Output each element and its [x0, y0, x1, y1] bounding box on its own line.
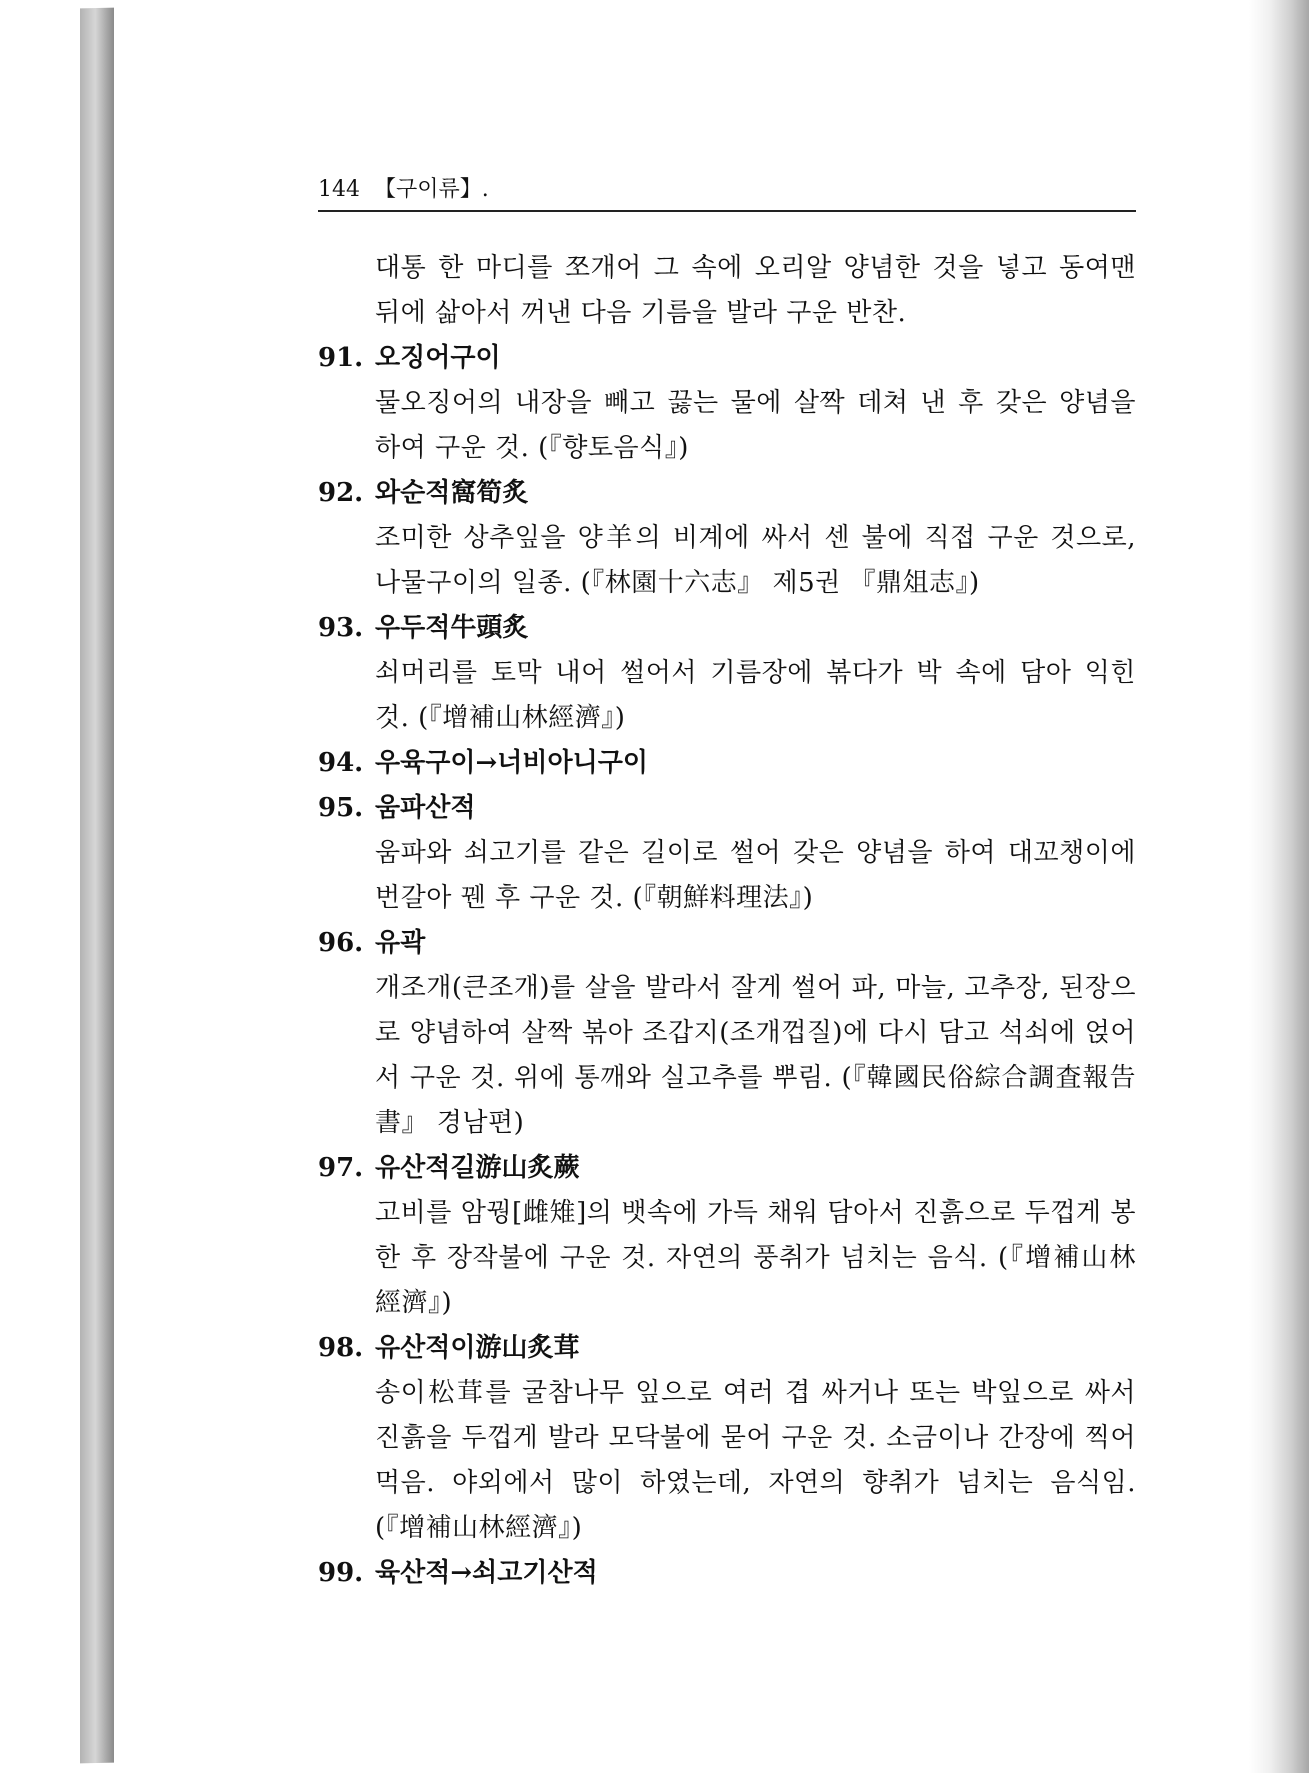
entry-heading — [318, 741, 1136, 786]
entry-92 — [318, 471, 1136, 606]
running-header — [318, 175, 1136, 205]
entry-number: 95. — [318, 793, 364, 823]
entry-number: 94. — [318, 748, 364, 778]
entry-heading — [318, 471, 1136, 516]
entry-text: 송이松茸를 굴참나무 잎으로 여러 겹 싸거나 또는 박잎으로 싸서 진흙을 두껍게 발라 모닥불에 묻어 구운 것. 소금이나 간장에 찍어 먹음. 야외에서 많이 하였는데, 자연의 향취가 넘치는 음식임. (『增補山林經濟』) — [375, 1378, 1136, 1543]
entry-title: 유곽 — [375, 928, 426, 958]
entry-number: 91. — [318, 343, 364, 373]
entry-heading — [318, 786, 1136, 831]
intro-paragraph: 대통 한 마디를 쪼개어 그 속에 오리알 양념한 것을 넣고 동여맨 뒤에 삶아서 꺼낸 다음 기름을 발라 구운 반찬. — [375, 253, 1136, 328]
entry-text: 물오징어의 내장을 빼고 끓는 물에 살짝 데쳐 낸 후 갖은 양념을 하여 구운 것. (『향토음식』) — [375, 388, 1136, 463]
entry-95 — [318, 786, 1136, 921]
entry-98 — [318, 1326, 1136, 1551]
header-rule — [318, 210, 1136, 212]
entry-text: 개조개(큰조개)를 살을 발라서 잘게 썰어 파, 마늘, 고추장, 된장으로 양념하여 살짝 볶아 조갑지(조개껍질)에 다시 담고 석쇠에 얹어서 구운 것. 위에 통깨와 실고추를 뿌림. (『韓國民俗綜合調査報告書』 경남편) — [375, 973, 1136, 1138]
entry-97 — [318, 1146, 1136, 1326]
entry-title: 우육구이→너비아니구이 — [375, 748, 648, 778]
section-title: 【구이류】. — [374, 177, 489, 202]
entry-91 — [318, 336, 1136, 471]
entry-title: 유산적길游山炙蕨 — [375, 1153, 580, 1183]
entry-title: 움파산적 — [375, 793, 476, 823]
page-number: 144 — [318, 177, 360, 202]
entry-heading — [318, 1326, 1136, 1371]
entry-number: 93. — [318, 613, 364, 643]
entry-text: 움파와 쇠고기를 같은 길이로 썰어 갖은 양념을 하여 대꼬챙이에 번갈아 꿴 후 구운 것. (『朝鮮料理法』) — [375, 838, 1136, 913]
entry-number: 99. — [318, 1558, 364, 1588]
entry-96 — [318, 921, 1136, 1146]
entry-heading — [318, 336, 1136, 381]
entry-94 — [318, 741, 1136, 786]
book-edge-right — [1249, 0, 1309, 1773]
entry-93 — [318, 606, 1136, 741]
entry-99 — [318, 1551, 1136, 1596]
entry-number: 92. — [318, 478, 364, 508]
entry-heading — [318, 1146, 1136, 1191]
entry-heading — [318, 1551, 1136, 1596]
entry-heading — [318, 921, 1136, 966]
entry-number: 96. — [318, 928, 364, 958]
entry-title: 와순적窩筍炙 — [375, 478, 529, 508]
entry-number: 97. — [318, 1153, 364, 1183]
page-body — [318, 246, 1136, 1596]
entry-heading — [318, 606, 1136, 651]
entry-title: 우두적牛頭炙 — [375, 613, 529, 643]
entry-title: 오징어구이 — [375, 343, 501, 373]
entry-text: 고비를 암꿩[雌雉]의 뱃속에 가득 채워 담아서 진흙으로 두껍게 봉한 후 장작불에 구운 것. 자연의 풍취가 넘치는 음식. (『增補山林經濟』) — [375, 1198, 1136, 1318]
entry-number: 98. — [318, 1333, 364, 1363]
entry-title: 유산적이游山炙茸 — [375, 1333, 580, 1363]
entry-title: 육산적→쇠고기산적 — [375, 1558, 598, 1588]
entry-text: 조미한 상추잎을 양羊의 비계에 싸서 센 불에 직접 구운 것으로, 나물구이의 일종. (『林園十六志』 제5권 『鼎俎志』) — [375, 523, 1136, 598]
entry-text: 쇠머리를 토막 내어 썰어서 기름장에 볶다가 박 속에 담아 익힌 것. (『增補山林經濟』) — [375, 658, 1136, 733]
book-edge-left — [80, 8, 114, 1764]
